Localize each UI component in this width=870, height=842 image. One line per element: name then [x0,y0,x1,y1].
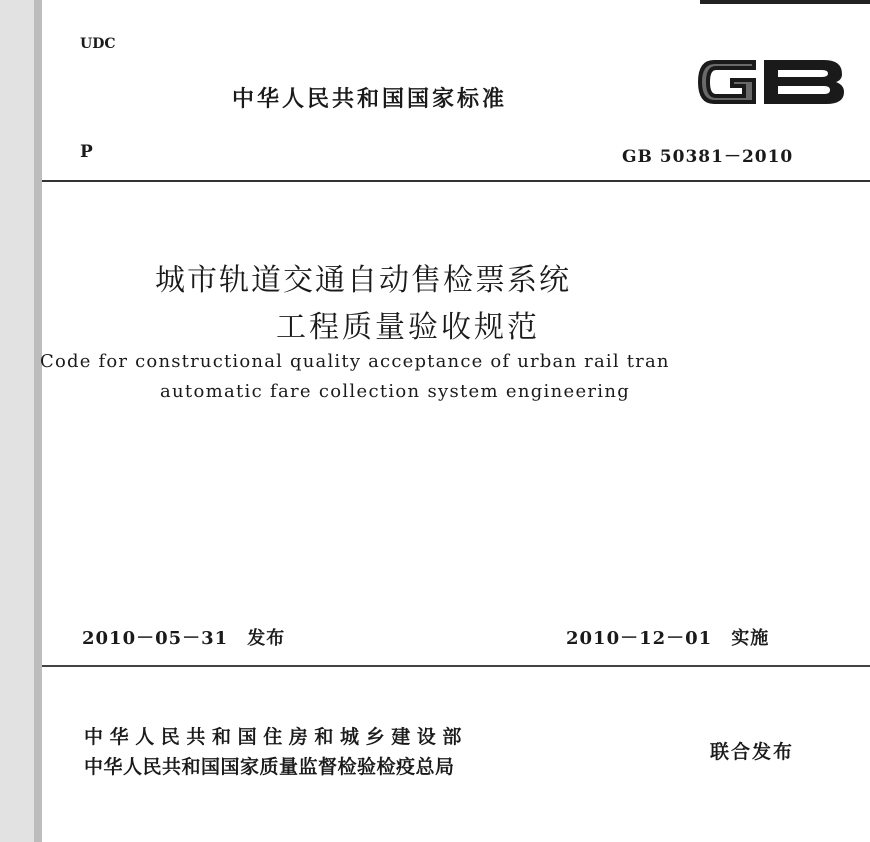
header-divider [42,180,870,182]
title-english-line-1: Code for constructional quality acceptance of urban rail tran [40,351,670,372]
scan-edge-shadow [34,0,42,842]
top-edge-bar [700,0,870,4]
classification-code: P [80,142,93,162]
issuer-quality-administration: 中华人民共和国国家质量监督检验检疫总局 [84,756,455,778]
title-chinese-line-2: 工程质量验收规范 [276,310,540,345]
footer-divider [42,665,870,667]
title-english-line-2: automatic fare collection system engineering [160,381,631,402]
implementation-date: 2010－12－01 实施 [566,628,770,649]
title-chinese-line-1: 城市轨道交通自动售检票系统 [155,263,571,298]
standard-number: GB 50381－2010 [622,147,794,167]
joint-issue-label: 联合发布 [710,741,795,763]
standard-type-heading: 中华人民共和国国家标准 [232,87,508,112]
issuer-ministry-housing: 中华人民共和国住房和城乡建设部 [84,726,469,748]
udc-label: UDC [80,36,116,52]
gb-logo-mark [698,60,844,104]
publish-date: 2010－05－31 发布 [82,628,286,649]
gb-logo [692,52,850,112]
